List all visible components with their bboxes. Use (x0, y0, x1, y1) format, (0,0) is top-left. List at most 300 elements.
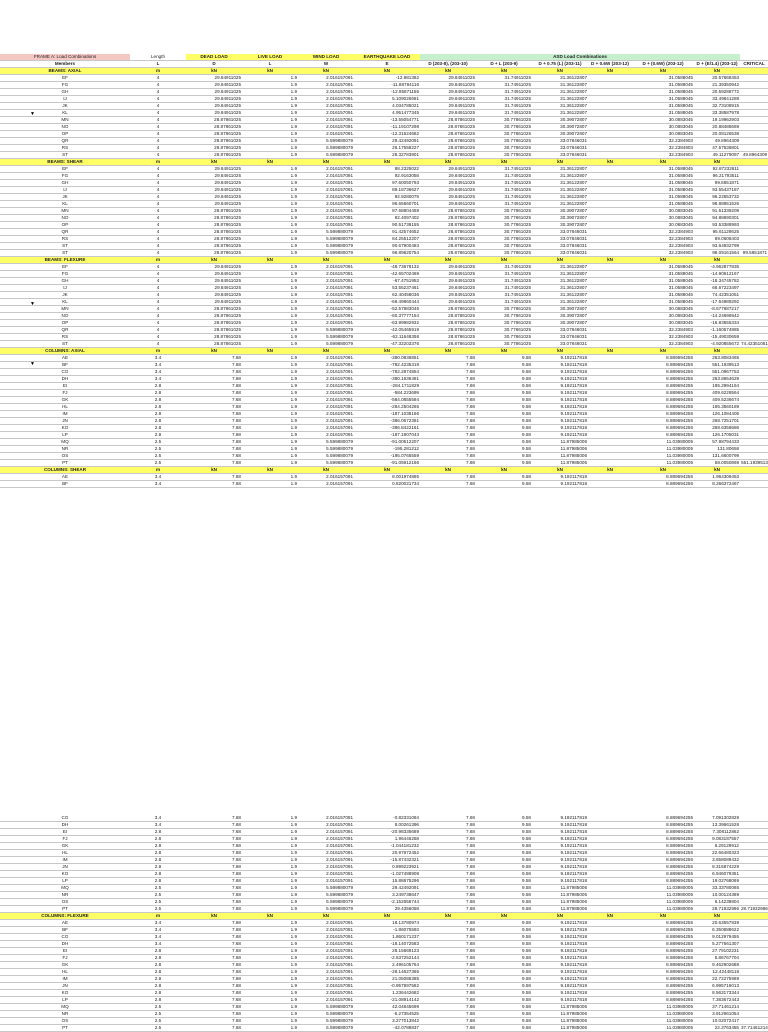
table-row (0, 976, 768, 983)
value-cell: 5.599880079 (298, 145, 354, 152)
value-cell: 28.87861025 (186, 152, 242, 159)
value-cell: 29.84911025 (420, 187, 476, 194)
value-cell: 7.68 (420, 1018, 476, 1025)
value-cell: 2.8 (130, 969, 186, 976)
value-cell: 2.5 (130, 906, 186, 913)
value-cell: 1.9 (242, 390, 298, 397)
value-cell: 1.9 (242, 362, 298, 369)
value-cell: 29.84911025 (420, 96, 476, 103)
critical-label: CRITICAL (740, 61, 768, 68)
table-row (0, 138, 768, 145)
member-cell: OS (0, 899, 130, 906)
value-cell: 32.2384903 (632, 138, 694, 145)
value-cell (588, 997, 632, 1004)
value-cell (588, 390, 632, 397)
critical-cell (740, 927, 768, 934)
value-cell: 1.9 (242, 201, 298, 208)
value-cell: 4 (130, 110, 186, 117)
member-cell: MN (0, 208, 130, 215)
value-cell: 2.5 (130, 453, 186, 460)
value-cell: 31.74911025 (476, 194, 532, 201)
value-cell: 1.9 (242, 955, 298, 962)
value-cell: 31.0588045 (632, 110, 694, 117)
unit-cell: kN (476, 467, 532, 474)
value-cell: 2.8 (130, 836, 186, 843)
critical-cell (740, 969, 768, 976)
critical-cell (740, 173, 768, 180)
value-cell (588, 201, 632, 208)
table-row (0, 425, 768, 432)
value-cell: 2.016157091 (298, 390, 354, 397)
value-cell: 28.87861025 (186, 320, 242, 327)
value-cell: 2.016157091 (298, 103, 354, 110)
value-cell: -12.95871155 (354, 89, 420, 96)
value-cell: 7.68 (186, 899, 242, 906)
value-cell: -13.55054771 (354, 117, 420, 124)
value-cell: -380.0836851 (354, 355, 420, 362)
frame-title-cell: FRAME A: Load Combinations (0, 54, 130, 61)
value-cell: 31.0588045 (632, 264, 694, 271)
value-cell: 31.36122807 (532, 278, 588, 285)
member-cell: PT (0, 1025, 130, 1032)
value-cell: 29.42492091 (354, 138, 420, 145)
value-cell: 8.889694255 (632, 425, 694, 432)
value-cell: 33.07846031 (532, 250, 588, 257)
value-cell: 1.9 (242, 906, 298, 913)
value-cell (588, 432, 632, 439)
value-cell: 2.5 (130, 439, 186, 446)
critical-cell (740, 166, 768, 173)
value-cell: 1.9 (242, 96, 298, 103)
value-cell: 30.77861025 (476, 250, 532, 257)
value-cell: 92.87232611 (694, 166, 740, 173)
value-cell: 4 (130, 299, 186, 306)
value-cell: 11.87985006 (532, 1025, 588, 1032)
beams-flexure-header (0, 257, 768, 264)
combo-label-6: D + (E/1.4) (203-12) (694, 61, 740, 68)
value-cell: 8.266372467 (694, 481, 740, 488)
table-row (0, 864, 768, 871)
value-cell: 9.192117818 (532, 418, 588, 425)
table-row (0, 439, 768, 446)
value-cell: 87.68804458 (354, 208, 420, 215)
value-cell: 30.77861025 (476, 229, 532, 236)
value-cell (588, 131, 632, 138)
critical-cell (740, 829, 768, 836)
table-row (0, 453, 768, 460)
members-label: Members (0, 61, 130, 68)
critical-cell (740, 1018, 768, 1025)
value-cell: 11.03980005 (632, 885, 694, 892)
value-cell: 551.0967753 (694, 369, 740, 376)
member-cell: EI (0, 829, 130, 836)
value-cell: 409.5236674 (694, 397, 740, 404)
value-cell (588, 439, 632, 446)
value-cell: 2.8 (130, 864, 186, 871)
value-cell: 9.58 (476, 474, 532, 481)
table-row (0, 892, 768, 899)
value-cell: 7.68 (420, 857, 476, 864)
value-cell: 7.68 (186, 969, 242, 976)
value-cell: 11.87985006 (532, 885, 588, 892)
critical-cell (740, 327, 768, 334)
table-row (0, 941, 768, 948)
unit-cell: kN (354, 68, 420, 75)
unit-cell: kN (694, 159, 740, 166)
value-cell: -20.98335689 (354, 829, 420, 836)
value-cell: 31.74911025 (476, 180, 532, 187)
member-cell: GK (0, 962, 130, 969)
value-cell (588, 1011, 632, 1018)
table-row (0, 341, 768, 348)
unit-cell: kN (476, 257, 532, 264)
value-cell: 29.84911025 (186, 201, 242, 208)
value-cell: 93.55437187 (694, 187, 740, 194)
value-cell: 31.74911025 (476, 166, 532, 173)
value-cell: 96.89820754 (354, 250, 420, 257)
value-cell: 2.016157091 (298, 990, 354, 997)
value-cell: 3.4 (130, 934, 186, 941)
table-row (0, 899, 768, 906)
value-cell: 3.249738647 (354, 892, 420, 899)
unit-cell: kN (242, 913, 298, 920)
value-cell: 29.84911025 (420, 292, 476, 299)
value-cell: 29.84911025 (420, 103, 476, 110)
value-cell: 30.39072807 (532, 208, 588, 215)
value-cell: 7.68 (186, 997, 242, 1004)
value-cell: 9.58 (476, 843, 532, 850)
value-cell: -16.83555334 (694, 320, 740, 327)
value-cell (588, 418, 632, 425)
value-cell: 1.964309453 (694, 474, 740, 481)
value-cell: 2.016157091 (298, 215, 354, 222)
table-row (0, 180, 768, 187)
value-cell: -2.152656744 (354, 899, 420, 906)
value-cell (588, 96, 632, 103)
value-cell: 1.9 (242, 941, 298, 948)
value-cell: 1.9 (242, 460, 298, 467)
critical-cell (740, 857, 768, 864)
value-cell: 1.9 (242, 411, 298, 418)
value-cell: 8.889694255 (632, 815, 694, 822)
value-cell: 29.84911025 (186, 103, 242, 110)
value-cell: -284.2504265 (354, 404, 420, 411)
value-cell: 2.016157091 (298, 920, 354, 927)
value-cell: 1.9 (242, 243, 298, 250)
value-cell: 2.016157091 (298, 222, 354, 229)
value-cell: 31.74911025 (476, 173, 532, 180)
unit-cell (740, 159, 768, 166)
value-cell: 5.599880079 (298, 327, 354, 334)
value-cell: 9.192117818 (532, 481, 588, 488)
member-cell: PT (0, 460, 130, 467)
value-cell: 2.016157091 (298, 117, 354, 124)
value-cell: -782.4235318 (354, 362, 420, 369)
combo-label-2: D + L (203-9) (476, 61, 532, 68)
value-cell: 28.87861025 (420, 138, 476, 145)
value-cell: 30.0883045 (632, 306, 694, 313)
dead-load-title: DEAD LOAD (186, 54, 242, 61)
value-cell: 9.58 (476, 453, 532, 460)
value-cell: 7.68 (186, 920, 242, 927)
value-cell: 30.77861025 (476, 236, 532, 243)
value-cell: 4 (130, 103, 186, 110)
value-cell: 8.889694255 (632, 481, 694, 488)
value-cell: 28.87861025 (420, 229, 476, 236)
unit-cell: kN (298, 159, 354, 166)
value-cell: 5.599880079 (298, 1004, 354, 1011)
row-marker-arrow: ▼ (30, 301, 35, 307)
value-cell: 8.889694255 (632, 836, 694, 843)
value-cell: 8.889694255 (632, 369, 694, 376)
value-cell: 31.74911025 (476, 278, 532, 285)
value-cell: -195.281212 (354, 446, 420, 453)
value-cell: -12.31624682 (354, 131, 420, 138)
value-cell: 1.9 (242, 822, 298, 829)
value-cell: 1.9 (242, 934, 298, 941)
unit-cell: kN (532, 68, 588, 75)
value-cell: 11.03980005 (632, 446, 694, 453)
critical-cell: 99.5651871 (740, 250, 768, 257)
value-cell: 20.08126538 (694, 131, 740, 138)
value-cell: 11.03980005 (632, 892, 694, 899)
value-cell: 1.9 (242, 976, 298, 983)
value-cell (588, 836, 632, 843)
value-cell: 1.9 (242, 892, 298, 899)
value-cell: 7.383672443 (694, 997, 740, 1004)
value-cell: -386.0672381 (354, 418, 420, 425)
value-cell: 97.60050793 (354, 180, 420, 187)
member-cell: LP (0, 878, 130, 885)
value-cell: -584.0855594 (354, 397, 420, 404)
member-cell: ST (0, 250, 130, 257)
value-cell: 1.9 (242, 131, 298, 138)
member-cell: IJ (0, 285, 130, 292)
value-cell: 32.2384903 (632, 236, 694, 243)
value-cell: 31.0588045 (632, 173, 694, 180)
value-cell: 29.84911025 (186, 180, 242, 187)
value-cell: 30.0883045 (632, 208, 694, 215)
value-cell: 22.72275989 (694, 976, 740, 983)
value-cell: 9.58 (476, 355, 532, 362)
value-cell: 11.87985006 (532, 1011, 588, 1018)
critical-cell (740, 369, 768, 376)
value-cell: 8.889694255 (632, 857, 694, 864)
table-row (0, 250, 768, 257)
value-cell: 3.4 (130, 815, 186, 822)
member-cell: EF (0, 264, 130, 271)
value-cell: 7.68 (186, 878, 242, 885)
value-cell: 2.016157091 (298, 481, 354, 488)
member-cell: GK (0, 843, 130, 850)
value-cell: 9.192117818 (532, 857, 588, 864)
value-cell: 0.899223921 (354, 864, 420, 871)
unit-cell: kN (694, 913, 740, 920)
member-cell: DH (0, 822, 130, 829)
value-cell: 2.016157091 (298, 997, 354, 1004)
table-row (0, 474, 768, 481)
value-cell: -584.223699 (354, 390, 420, 397)
value-cell: -195.0765559 (354, 453, 420, 460)
value-cell: 1.9 (242, 850, 298, 857)
earthquake-load-symbol: E (354, 61, 420, 68)
value-cell: 9.192117818 (532, 362, 588, 369)
value-cell: 4 (130, 320, 186, 327)
value-cell: 2.016157091 (298, 397, 354, 404)
value-cell: 7.68 (420, 878, 476, 885)
table-row (0, 215, 768, 222)
value-cell: 28.87861025 (420, 243, 476, 250)
value-cell (588, 1025, 632, 1032)
value-cell: 29.84911025 (186, 285, 242, 292)
critical-cell (740, 997, 768, 1004)
value-cell: 1.9 (242, 899, 298, 906)
value-cell: 2.8 (130, 976, 186, 983)
value-cell: 263.8083465 (694, 355, 740, 362)
value-cell: -14.90612167 (694, 271, 740, 278)
row-marker-arrow: ▼ (30, 111, 35, 117)
value-cell: 31.0588045 (632, 299, 694, 306)
value-cell: 7.68 (186, 418, 242, 425)
value-cell: 7.68 (186, 983, 242, 990)
value-cell: 30.0883045 (632, 117, 694, 124)
beams-axial-header (0, 68, 768, 75)
value-cell: 31.74911025 (476, 89, 532, 96)
value-cell: 49.11279097 (694, 152, 740, 159)
value-cell: 99.5651871 (694, 180, 740, 187)
value-cell: 7.308112862 (694, 829, 740, 836)
member-cell: KO (0, 871, 130, 878)
value-cell: -782.2874854 (354, 369, 420, 376)
member-cell: LP (0, 997, 130, 1004)
table-row (0, 236, 768, 243)
critical-cell (740, 990, 768, 997)
value-cell: 4 (130, 341, 186, 348)
value-cell (588, 376, 632, 383)
value-cell (588, 110, 632, 117)
value-cell: 1.9 (242, 355, 298, 362)
value-cell: 31.36122807 (532, 180, 588, 187)
value-cell: 28.87861025 (420, 145, 476, 152)
value-cell: 7.68 (186, 460, 242, 467)
value-cell (588, 969, 632, 976)
value-cell: 1.9 (242, 264, 298, 271)
value-cell (588, 145, 632, 152)
value-cell: 2.016157091 (298, 187, 354, 194)
value-cell (588, 404, 632, 411)
value-cell: 26.17558227 (354, 145, 420, 152)
value-cell: 2.8 (130, 990, 186, 997)
value-cell: 93.53388993 (694, 222, 740, 229)
table-row (0, 850, 768, 857)
value-cell: 4 (130, 173, 186, 180)
value-cell: -18.14072583 (354, 941, 420, 948)
table-row (0, 1025, 768, 1032)
value-cell: 28.87861025 (186, 208, 242, 215)
value-cell: 31.0588045 (632, 166, 694, 173)
value-cell: 3.277013842 (354, 1018, 420, 1025)
value-cell: 31.74911025 (476, 264, 532, 271)
unit-cell: kN (632, 68, 694, 75)
value-cell: 2.016157091 (298, 948, 354, 955)
value-cell (588, 369, 632, 376)
value-cell: 2.8 (130, 411, 186, 418)
member-cell: FJ (0, 390, 130, 397)
value-cell: 7.68 (186, 481, 242, 488)
unit-cell: kN (694, 348, 740, 355)
critical-cell (740, 278, 768, 285)
length-label-cell: Length (130, 54, 186, 61)
value-cell: 1.9 (242, 117, 298, 124)
table-row (0, 481, 768, 488)
value-cell: 1.9 (242, 222, 298, 229)
value-cell: 1.9 (242, 215, 298, 222)
unit-cell: kN (632, 348, 694, 355)
critical-cell (740, 75, 768, 82)
table-row (0, 829, 768, 836)
value-cell: 1.9 (242, 124, 298, 131)
value-cell: 29.84911025 (186, 187, 242, 194)
table-row (0, 836, 768, 843)
value-cell (588, 117, 632, 124)
value-cell: 28.87861025 (420, 236, 476, 243)
value-cell: 8.889694255 (632, 411, 694, 418)
value-cell: 28.87861025 (186, 250, 242, 257)
value-cell: 11.87985006 (532, 1004, 588, 1011)
unit-cell: kN (354, 348, 420, 355)
unit-cell: kN (186, 68, 242, 75)
value-cell: 30.77861025 (476, 124, 532, 131)
value-cell: 2.8 (130, 843, 186, 850)
value-cell: 9.58 (476, 934, 532, 941)
value-cell (588, 341, 632, 348)
value-cell: 2.8 (130, 955, 186, 962)
value-cell: 9.58 (476, 955, 532, 962)
value-cell: 28.87861025 (186, 236, 242, 243)
unit-cell: kN (298, 68, 354, 75)
value-cell: 7.68 (420, 906, 476, 913)
value-cell: 3.912961054 (694, 1011, 740, 1018)
value-cell: 7.68 (420, 376, 476, 383)
critical-cell (740, 117, 768, 124)
value-cell: 4 (130, 306, 186, 313)
value-cell: 268.6358686 (694, 425, 740, 432)
value-cell: 7.68 (420, 383, 476, 390)
member-cell: KL (0, 201, 130, 208)
value-cell: 11.87985006 (532, 453, 588, 460)
value-cell: 2.016157091 (298, 822, 354, 829)
value-cell: 32.2384903 (632, 229, 694, 236)
value-cell: 7.68 (420, 404, 476, 411)
value-cell: 2.016157091 (298, 941, 354, 948)
table-row (0, 355, 768, 362)
value-cell: 9.192117818 (532, 425, 588, 432)
live-load-title: LIVE LOAD (242, 54, 298, 61)
value-cell: 20.63557839 (694, 920, 740, 927)
critical-cell (740, 145, 768, 152)
critical-cell (740, 82, 768, 89)
value-cell (588, 299, 632, 306)
value-cell: 30.77861025 (476, 215, 532, 222)
value-cell: 4 (130, 180, 186, 187)
value-cell: 31.36122807 (532, 201, 588, 208)
value-cell: -0.82331084 (354, 815, 420, 822)
value-cell: 9.192117818 (532, 878, 588, 885)
value-cell: 7.68 (186, 369, 242, 376)
member-cell: LP (0, 432, 130, 439)
value-cell: 11.87985006 (532, 899, 588, 906)
value-cell (588, 194, 632, 201)
